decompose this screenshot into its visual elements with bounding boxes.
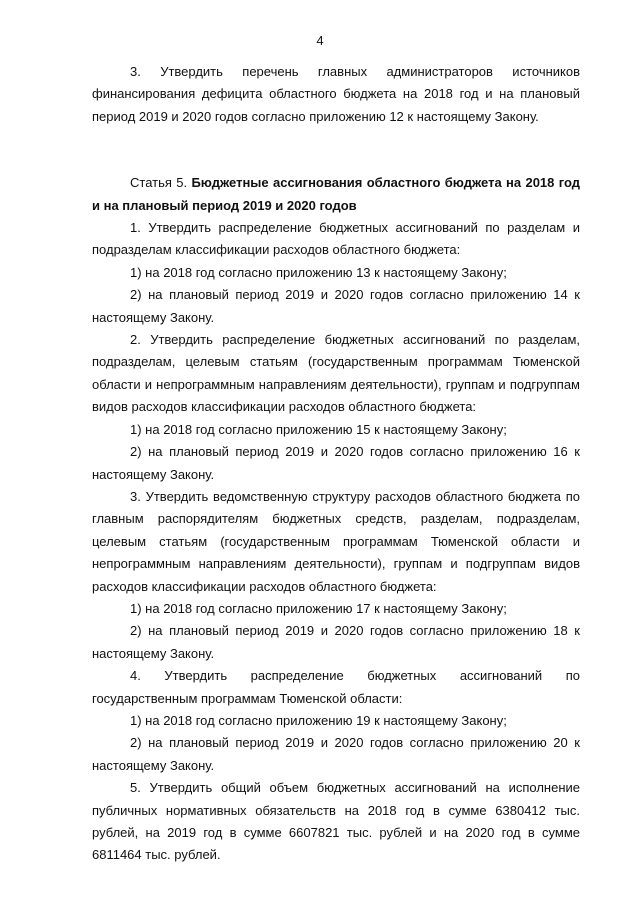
subitem-1-1: 1) на 2018 год согласно приложению 13 к настоящему Закону;: [130, 264, 507, 280]
page-number: 4: [316, 33, 324, 48]
paragraph-item-4: 4. Утвердить распределение бюджетных ассигнований по государственным программам Тюменской области:: [92, 668, 580, 706]
subitem-2-1: 1) на 2018 год согласно приложению 15 к настоящему Закону;: [130, 421, 507, 437]
article-prefix: Статья 5.: [130, 175, 192, 191]
article-title: Бюджетные ассигнования областного бюджета на 2018 год и на плановый период 2019 и 2020 годов: [92, 175, 580, 213]
spacer: [92, 150, 580, 172]
subitem-4-2: 2) на плановый период 2019 и 2020 годов согласно приложению 20 к настоящему Закону.: [92, 735, 580, 773]
spacer: [92, 128, 580, 150]
subitem-1-2: 2) на плановый период 2019 и 2020 годов согласно приложению 14 к настоящему Закону.: [92, 287, 580, 325]
subitem-3-2: 2) на плановый период 2019 и 2020 годов согласно приложению 18 к настоящему Закону.: [92, 623, 580, 661]
document-body: [92, 61, 580, 867]
paragraph-item-3: 3. Утвердить ведомственную структуру расходов областного бюджета по главным распорядителям бюджетных средств, разделам, подразделам, целевым статьям (государственным программам Тюменской области и непрограммным направлениям деятельности), группам и подгруппам видов расходов классификации расходов областного бюджета:: [92, 488, 580, 594]
paragraph-3-admin-sources: 3. Утвердить перечень главных администраторов источников финансирования дефицита областного бюджета на 2018 год и на плановый период 2019 и 2020 годов согласно приложению 12 к настоящему Закону.: [92, 64, 580, 124]
subitem-2-2: 2) на плановый период 2019 и 2020 годов согласно приложению 16 к настоящему Закону.: [92, 444, 580, 482]
subitem-4-1: 1) на 2018 год согласно приложению 19 к настоящему Закону;: [130, 712, 507, 728]
paragraph-item-5: 5. Утвердить общий объем бюджетных ассигнований на исполнение публичных нормативных обязательств на 2018 год в сумме 6380412 тыс. рублей, на 2019 год в сумме 6607821 тыс. рублей и на 2020 год в сумме 6811464 тыс. рублей.: [92, 780, 580, 863]
paragraph-item-2: 2. Утвердить распределение бюджетных ассигнований по разделам, подразделам, целевым статьям (государственным программам Тюменской области и непрограммным направлениям деятельности), группам и подгруппам видов расходов классификации расходов областного бюджета:: [92, 332, 580, 415]
article-5-heading: [92, 172, 580, 217]
subitem-3-1: 1) на 2018 год согласно приложению 17 к настоящему Закону;: [130, 600, 507, 616]
paragraph-item-1: 1. Утвердить распределение бюджетных ассигнований по разделам и подразделам классификации расходов областного бюджета:: [92, 220, 580, 258]
